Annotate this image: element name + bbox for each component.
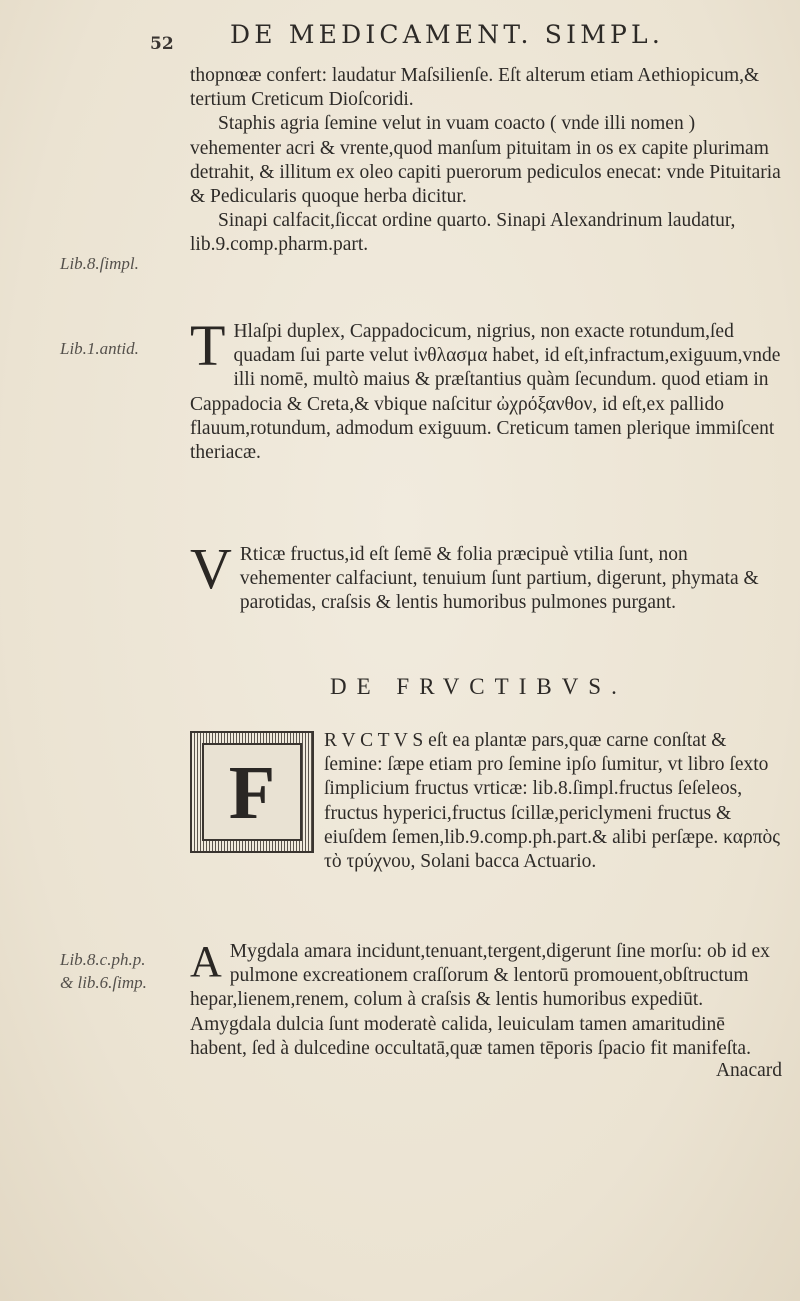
text-block-thlaspi <box>190 313 782 465</box>
drop-cap-a: A <box>190 937 222 986</box>
text-block-fructus <box>190 729 782 874</box>
woodcut-initial-frame <box>202 743 302 841</box>
page-header <box>150 18 770 58</box>
margin-note-lib8-cph: Lib.8.c.ph.p. <box>60 950 146 969</box>
drop-cap-v: V <box>190 536 232 601</box>
drop-cap-t: T <box>190 313 226 378</box>
paragraph-thopnoeae: thopnœæ confert: laudatur Maſsilienſe. Eſt alterum etiam Aethiopicum,& tertium Creticum Dioſcoridi. <box>190 65 760 111</box>
drop-cap-f: F <box>228 751 276 835</box>
margin-note-lib8-simpl: Lib.8.ſimpl. <box>60 254 139 273</box>
margin-note-lib6-simp: & lib.6.ſimp. <box>60 973 147 992</box>
paragraph-sinapi: Sinapi calfacit,ſiccat ordine quarto. Sinapi Alexandrinum laudatur, lib.9.comp.pharm.part. <box>190 210 736 256</box>
catchword: Anacard <box>715 1060 782 1082</box>
page-number: 52 <box>150 34 174 54</box>
section-heading-de-fructibus: DE FRVCTIBVS. <box>330 674 627 699</box>
running-title: DE MEDICAMENT. SIMPL. <box>230 20 664 49</box>
woodcut-initial-f <box>190 731 314 853</box>
paragraph-staphis-agria: Staphis agria ſemine velut in vuam coacto ( vnde illi nomen ) vehementer acri & vrente,quod manſum pituitam in os ex capite plurimam detrahit, & illitum ex oleo capiti puerorum pediculos enecat: vnde Pituitaria & Pedicularis quoque herba dicitur. <box>190 113 781 208</box>
text-block-top <box>190 64 782 258</box>
paragraph-fructus: R V C T V S eſt ea plantæ pars,quæ carne conſtat & ſemine: ſæpe etiam pro ſemine ipſo ſumitur, vt libro ſexto ſimplicium fructus vrticæ: lib.8.ſimpl.fructus ſeſeleos, fructus hyperici,fructus ſcillæ,periclymeni fructus & eiuſdem ſemen,lib.9.comp.ph.part.& alibi perſæpe. καρπὸς τὸ τρύχνου, Solani bacca Actuario. <box>324 730 781 873</box>
text-block-urticae <box>190 536 782 616</box>
paragraph-thlaspi: Hlaſpi duplex, Cappadocicum, nigrius, non exacte rotundum,ſed quadam ſui parte velut ἰνθλασμα habet, id eſt,infractum,exiguum,vnde illi nomē, multò maius & præſtantius quàm ſecundum. quod etiam in Cappadocia & Creta,& vbique naſcitur ὠχρόξανθον, id eſt,ex pallido flauum,rotundum, admodum exiguum. Creticum tamen plerique immiſcent theriacæ. <box>190 321 781 464</box>
margin-note-lib1-antid: Lib.1.antid. <box>60 339 139 358</box>
text-block-amygdala <box>190 937 782 1083</box>
paragraph-urticae: Rticæ fructus,id eſt ſemē & folia præcipuè vtilia ſunt, non vehementer calfaciunt, tenuium ſunt partium, digerunt, phymata & parotidas, craſsis & lentis humoribus pulmones purgant. <box>239 544 759 614</box>
paragraph-amygdala: Mygdala amara incidunt,tenuant,tergent,digerunt ſine morſu: ob id ex pulmone excreationem craſſorum & lentorū promouent,obſtructum hepar,lienem,renem, colum à craſsis & lentis humoribus expediūt. Amygdala dulcia ſunt moderatè calida, leuiculam tamen amaritudinē habent, ſed à dulcedine occultatā,quæ tamen tēporis ſpacio fit manifeſta. <box>190 941 770 1059</box>
